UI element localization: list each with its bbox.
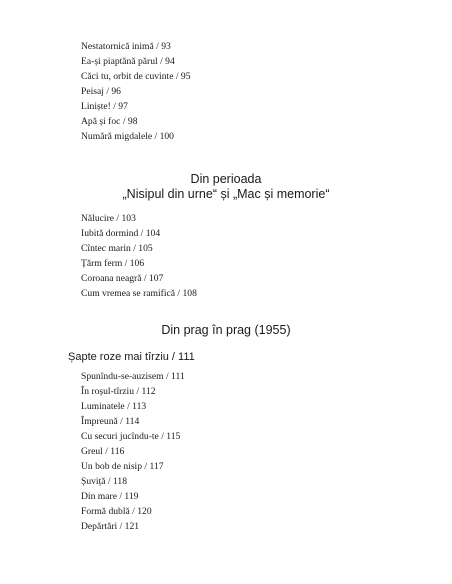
- section-2-title-line-1: Din perioada: [190, 172, 262, 186]
- toc-entry: Țărm ferm / 106: [81, 258, 145, 269]
- toc-entry: Cîntec marin / 105: [81, 243, 153, 254]
- toc-entry: Coroana neagră / 107: [81, 273, 164, 284]
- toc-entry: Din mare / 119: [81, 491, 139, 502]
- toc-entry: Ea-și piaptănă părul / 94: [81, 56, 175, 67]
- toc-entry: Șuviță / 118: [81, 476, 128, 487]
- section-2-title-line-2: „Nisipul din urne“ și „Mac și memorie“: [122, 187, 330, 201]
- toc-entry: Liniște! / 97: [81, 101, 128, 112]
- toc-entry: Cu securi jucîndu-te / 115: [81, 431, 181, 442]
- toc-entry: Un bob de nisip / 117: [81, 461, 164, 472]
- toc-entry: Împreună / 114: [81, 416, 140, 427]
- toc-entry: Greul / 116: [81, 446, 125, 457]
- toc-entry: Numără migdalele / 100: [81, 131, 174, 142]
- toc-entry: Luminatele / 113: [81, 401, 147, 412]
- toc-entry: Iubită dormind / 104: [81, 228, 161, 239]
- toc-entry: Cum vremea se ramifică / 108: [81, 288, 197, 299]
- toc-entry: Apă și foc / 98: [81, 116, 138, 127]
- section-3-title: Din prag în prag (1955): [161, 323, 291, 337]
- group-title: Șapte roze mai tîrziu / 111: [68, 351, 195, 363]
- toc-entry: Nestatornică inimă / 93: [81, 41, 171, 52]
- toc-entry: Peisaj / 96: [81, 86, 121, 97]
- toc-entry: Formă dublă / 120: [81, 506, 152, 517]
- toc-entry: În roșul-tîrziu / 112: [81, 386, 156, 397]
- toc-entry: Spunîndu-se-auzisem / 111: [81, 371, 185, 382]
- toc-entry: Depărtări / 121: [81, 521, 140, 532]
- toc-entry: Căci tu, orbit de cuvinte / 95: [81, 71, 191, 82]
- toc-entry: Nălucire / 103: [81, 213, 136, 224]
